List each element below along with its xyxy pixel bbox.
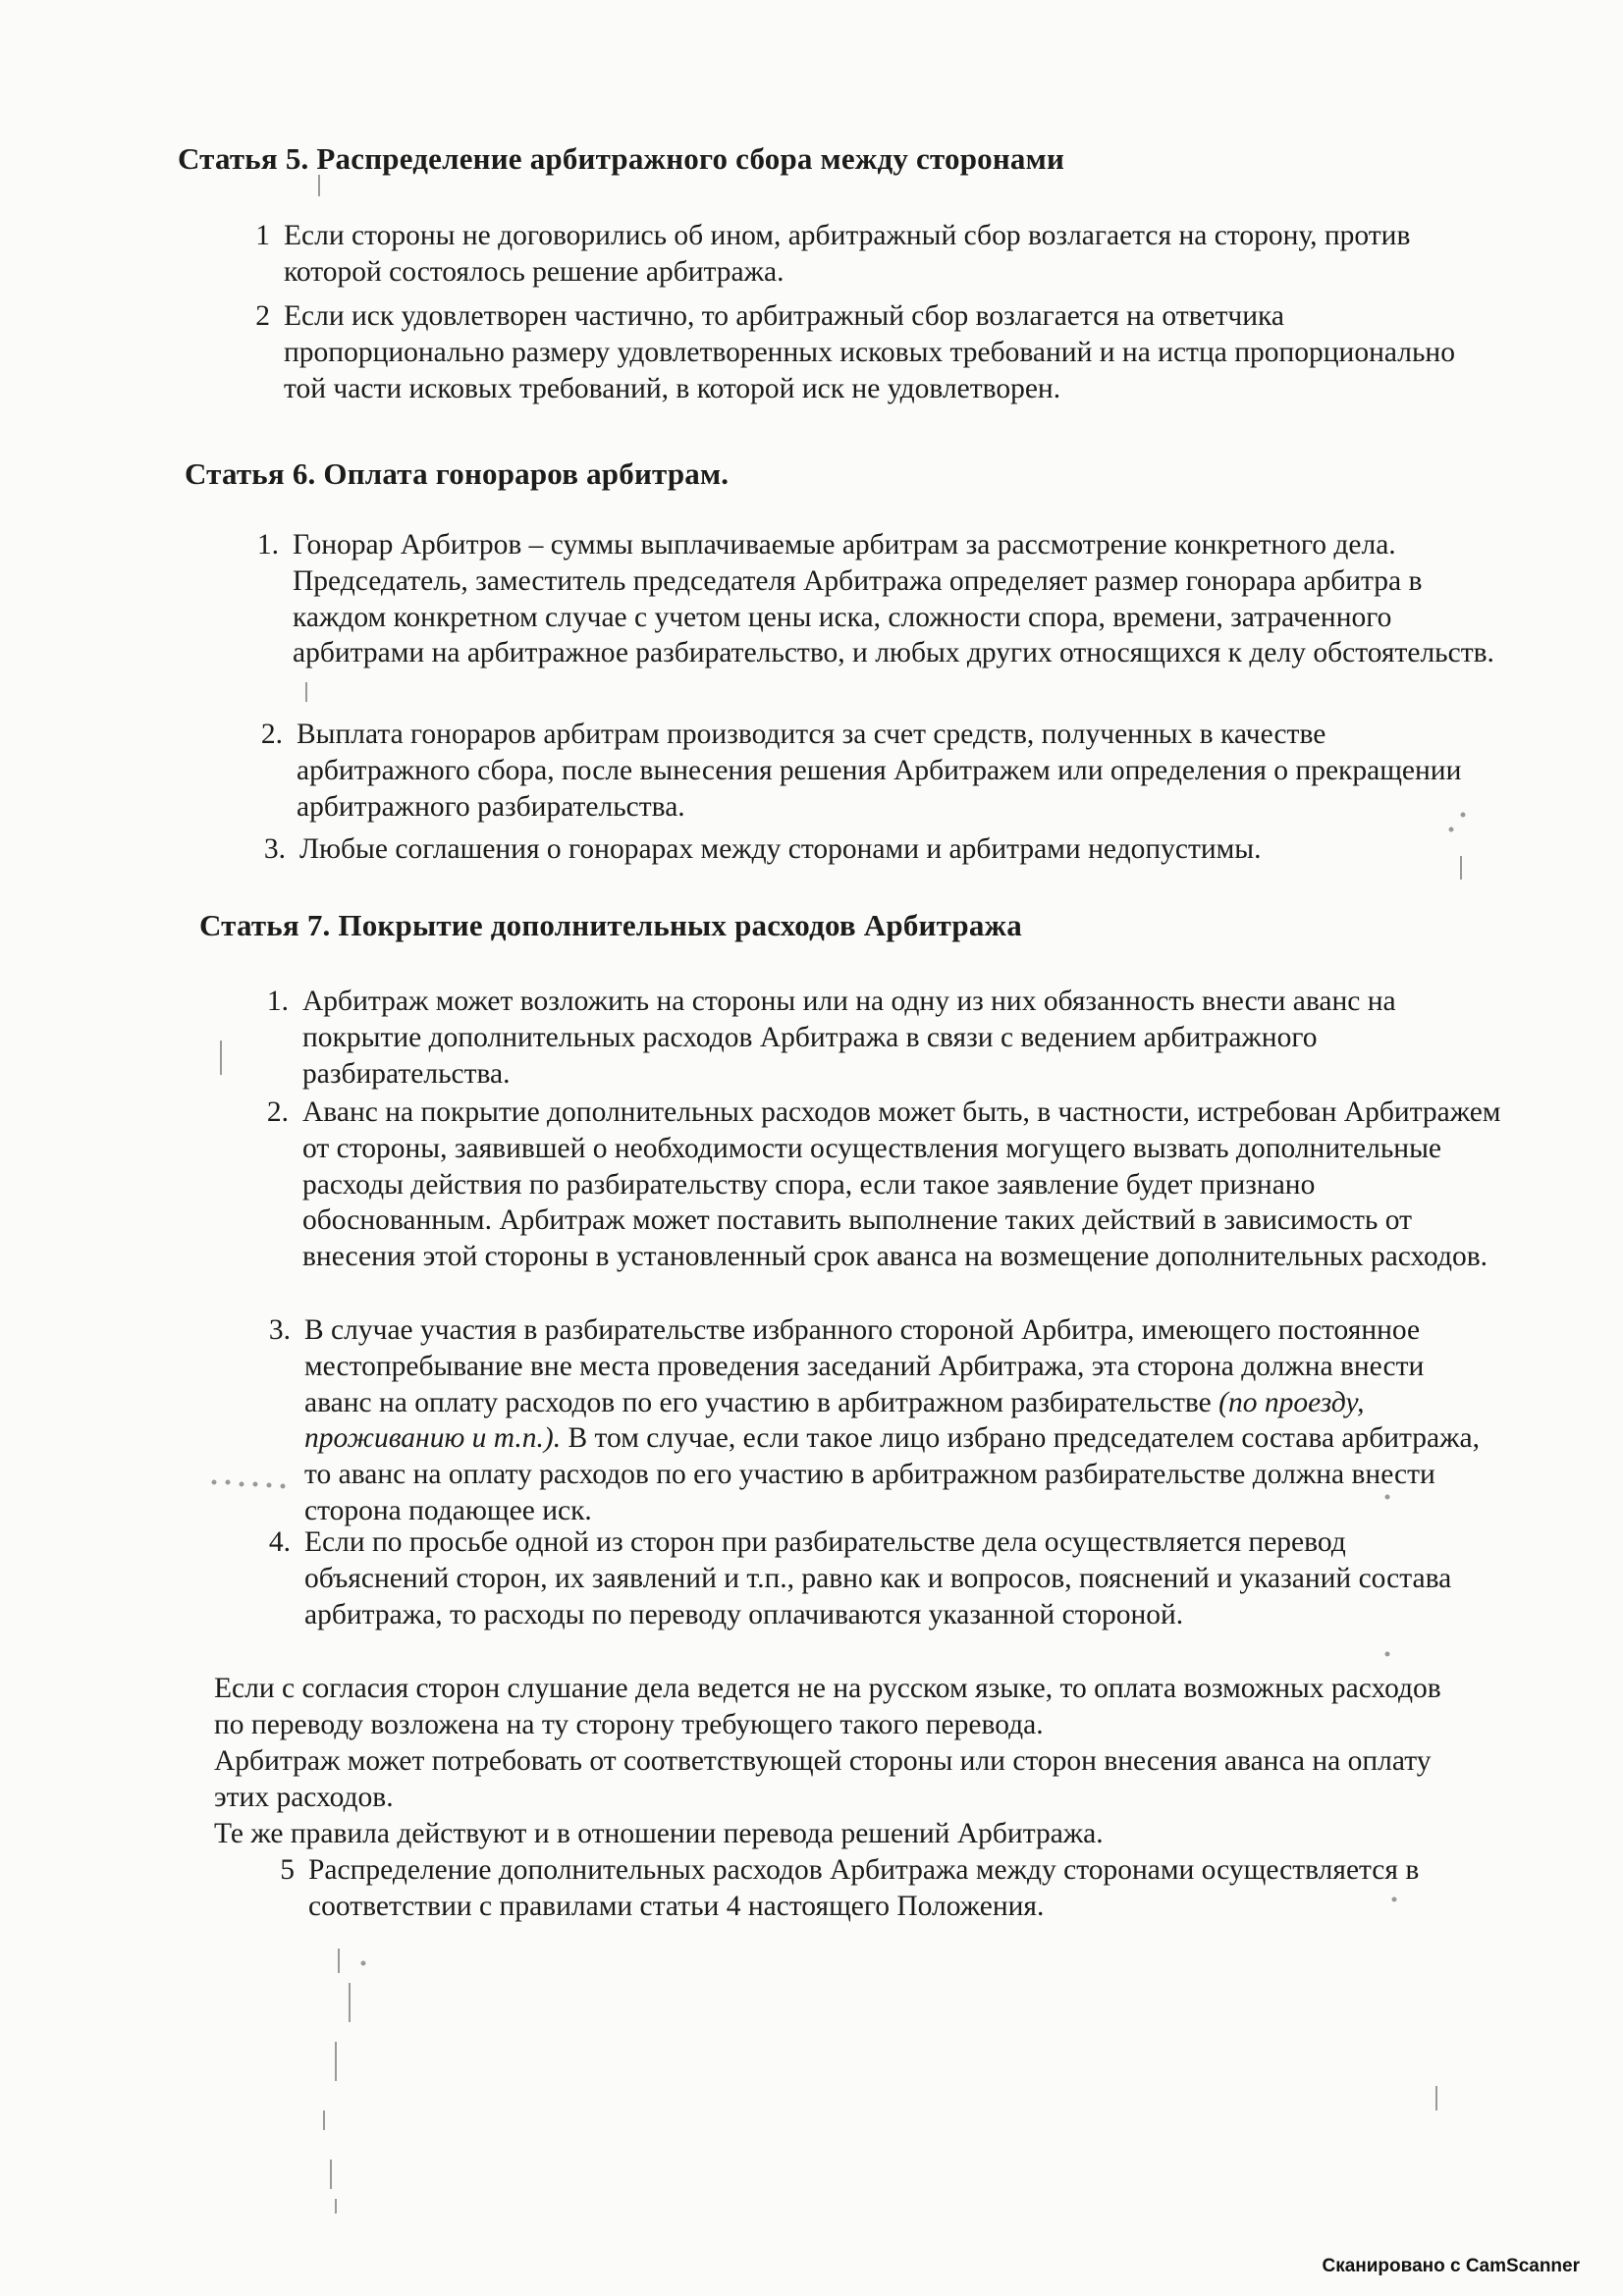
article-6-title: Статья 6. Оплата гонораров арбитрам.: [185, 456, 730, 491]
article-5-item-1: [255, 218, 1496, 291]
item-text: Если по просьбе одной из сторон при разбирательстве дела осуществляется перевод объяснений сторон, их заявлений и т.п., равно как и вопросов, пояснений и указаний состава арбитража, то расходы по переводу оплачиваются указанной стороной.: [304, 1526, 1452, 1630]
item-number: 2.: [266, 1096, 289, 1128]
article-7-paragraph-3: Те же правила действуют и в отношении перевода решений Арбитража.: [214, 1818, 1104, 1849]
article-6-item-1: [256, 527, 1500, 671]
item-text: Любые соглашения о гонорарах между сторонами и арбитрами недопустимы.: [299, 833, 1262, 865]
item-number: 2: [255, 300, 270, 332]
item-text: Арбитраж может возложить на стороны или на одну из них обязанность внести аванс на покрытие дополнительных расходов Арбитража в связи с ведением арбитражного разбирательства.: [302, 986, 1396, 1090]
item-number: 1.: [266, 986, 289, 1017]
article-6-item-2: [260, 717, 1489, 825]
item-text-part: В том случае, если такое лицо избрано председателем состава арбитража, то аванс на оплату расходов по его участию в арбитражном разбирательстве должна внести сторона подающее иск.: [304, 1422, 1480, 1526]
article-5-title: Статья 5. Распределение арбитражного сбора между сторонами: [178, 141, 1065, 176]
article-7-item-4: [268, 1524, 1497, 1632]
item-number: 4.: [268, 1526, 291, 1558]
article-7-item-2: [266, 1095, 1505, 1275]
article-7-item-3: [268, 1312, 1497, 1529]
item-number: 5: [280, 1854, 295, 1886]
item-text: Выплата гонораров арбитрам производится за счет средств, полученных в качестве арбитражного сбора, после вынесения решения Арбитражем или определения о прекращении арбитражного разбирательства.: [297, 719, 1462, 823]
item-text: Если стороны не договорились об ином, арбитражный сбор возлагается на сторону, против которой состоялось решение арбитража.: [284, 220, 1411, 288]
item-text: Распределение дополнительных расходов Арбитража между сторонами осуществляется в соответствии с правилами статьи 4 настоящего Положения.: [308, 1854, 1420, 1922]
item-number: 1: [255, 220, 270, 251]
article-7-title: Статья 7. Покрытие дополнительных расходов Арбитража: [199, 908, 1022, 942]
item-text-italic: (по проезду, проживанию и т.п.).: [304, 1386, 1365, 1455]
item-text: [304, 1312, 1497, 1529]
item-text: Если иск удовлетворен частично, то арбитражный сбор возлагается на ответчика пропорционально размеру удовлетворенных исковых требований и на истца пропорционально той части исковых требований, в которой иск не удовлетворен.: [284, 300, 1455, 404]
article-7-paragraph-2: Арбитраж может потребовать от соответствующей стороны или сторон внесения аванса на оплату этих расходов.: [214, 1745, 1432, 1813]
item-text-part: В случае участия в разбирательстве избранного стороной Арбитра, имеющего постоянное местопребывание вне места проведения заседаний Арбитража, эта сторона должна внести аванс на оплату расходов по его участию в арбитражном разбирательстве: [304, 1314, 1425, 1418]
scanner-watermark: Сканировано с CamScanner: [1322, 2256, 1580, 2276]
item-text: Аванс на покрытие дополнительных расходов может быть, в частности, истребован Арбитражем от стороны, заявившей о необходимости осуществления могущего вызвать дополнительные расходы действия по разбирательству спора, если такое заявление будет признано обоснованным. Арбитраж может поставить выполнение таких действий в зависимость от внесения этой стороны в установленный срок аванса на возмещение дополнительных расходов.: [302, 1096, 1501, 1273]
article-7-paragraph-1: Если с согласия сторон слушание дела ведется не на русском языке, то оплата возможных расходов по переводу возложена на ту сторону требующего такого перевода.: [214, 1673, 1441, 1740]
article-7-item-5: [280, 1852, 1428, 1925]
article-5-item-2: [255, 298, 1462, 406]
item-number: 3.: [263, 833, 286, 865]
item-number: 1.: [256, 529, 279, 561]
item-text: Гонорар Арбитров – суммы выплачиваемые арбитрам за рассмотрение конкретного дела. Председатель, заместитель председателя Арбитража определяет размер гонорара арбитра в каждом конкретном случае с учетом цены иска, сложности спора, времени, затраченного арбитрами на арбитражное разбирательство, и любых других относящихся к делу обстоятельств.: [293, 529, 1494, 669]
article-7-item-1: [266, 984, 1451, 1092]
article-6-item-3: [263, 831, 1478, 868]
item-number: 2.: [260, 719, 283, 750]
item-number: 3.: [268, 1314, 291, 1346]
